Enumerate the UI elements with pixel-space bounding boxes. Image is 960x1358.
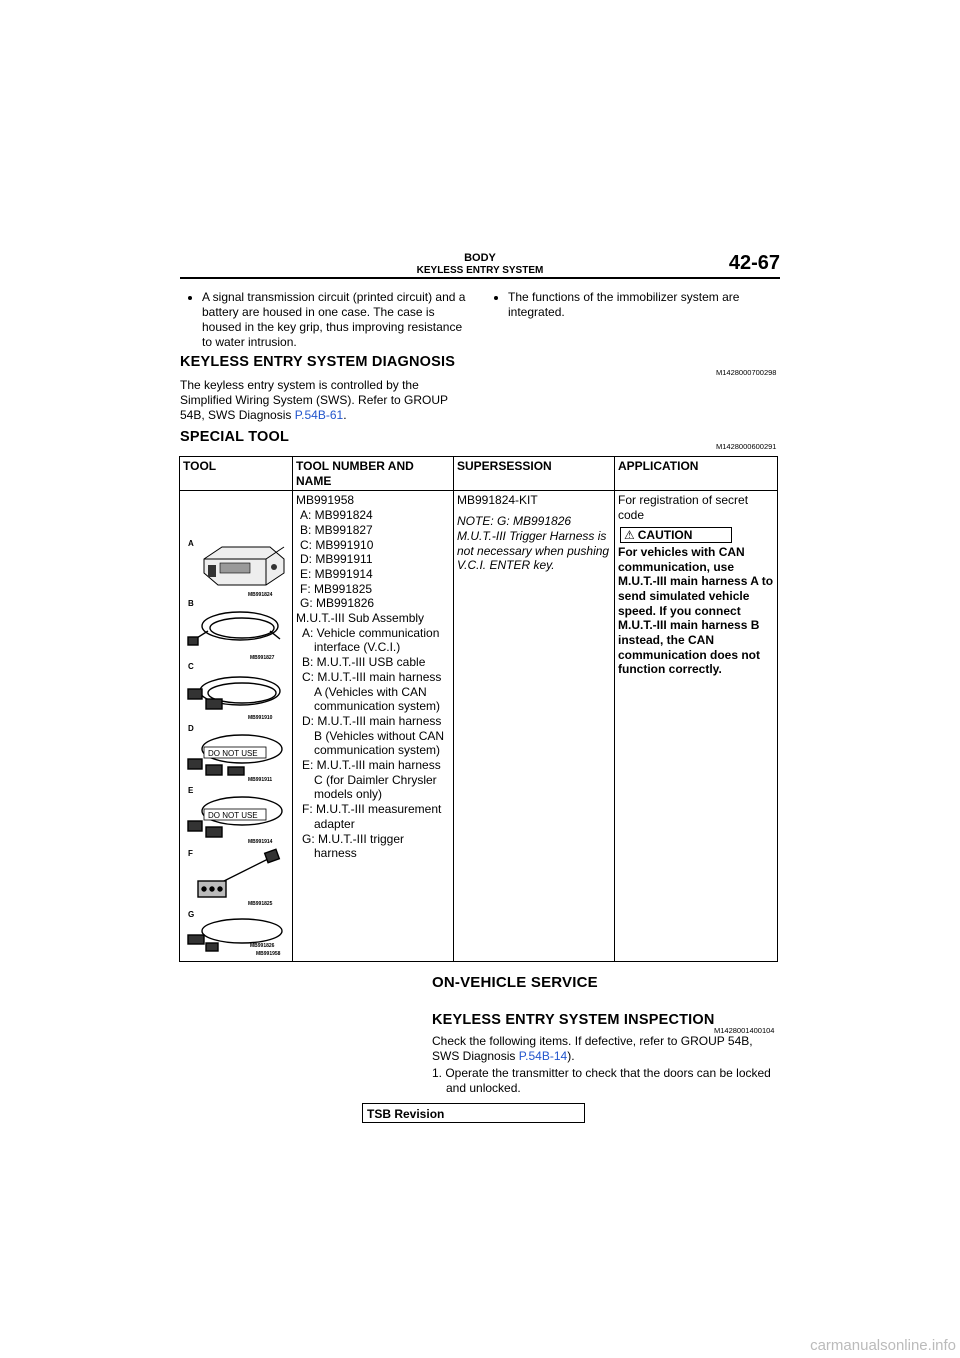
pic-code: MB991824 [248,592,273,599]
col-application: APPLICATION [615,457,778,491]
col-supersession: SUPERSESSION [454,457,615,491]
special-tool-code: M1428000600291 [716,442,777,451]
part-item: G: MB991826 [300,596,375,611]
tool-number-cell [293,491,454,962]
table-row [180,491,778,962]
part-item: E: MB991914 [300,566,373,581]
pic-letter: C [188,662,194,672]
supersession-cell [454,491,615,962]
part-item: D: MB991911 [300,552,373,567]
do-not-use-label: DO NOT USE [208,811,258,821]
pic-code: MB991911 [248,777,273,784]
tsb-revision-box: TSB Revision [362,1103,585,1123]
diagnosis-code: M1428000700298 [716,368,777,377]
assembly-item: A: Vehicle communication interface (V.C.I.) [302,625,440,655]
inspection-text: Check the following items. If defective, refer to GROUP 54B, SWS Diagnosis P.54B-14). [432,1034,753,1063]
part-item: F: MB991825 [300,581,373,596]
pic-letter: F [188,849,193,859]
pic-letter: B [188,599,194,609]
do-not-use-label: DO NOT USE [208,749,258,759]
diagnosis-text: The keyless entry system is controlled by the Simplified Wiring System (SWS). Refer to GROUP 54B, SWS Diagnosis P.54B-61. [180,378,448,422]
page-number: 42-67 [728,252,780,274]
assembly-title: M.U.T.-III Sub Assembly [296,611,425,626]
inspection-title: KEYLESS ENTRY SYSTEM INSPECTION [432,1012,715,1028]
col-tool: TOOL [180,457,293,491]
pic-letter: A [188,539,194,549]
pic-letter: E [188,786,194,796]
pic-letter: D [188,724,194,734]
pic-code: MB991826 [250,943,275,950]
assembly-item: D: M.U.T.-III main harness B (Vehicles without CAN communication system) [302,713,445,758]
supersession-value: MB991824-KIT [457,493,538,508]
diagnosis-link[interactable]: P.54B-61 [294,408,344,422]
col-tool-number: TOOL NUMBER AND NAME [293,457,454,491]
application-text: For registration of secret code [618,493,749,523]
header-rule [180,277,780,279]
harness-a-icon [188,677,280,709]
intro-bullet: • The functions of the immobilizer system are integrated. [508,290,782,320]
part-item: B: MB991827 [300,522,373,537]
inspection-step: 1. Operate the transmitter to check that the doors can be locked and unlocked. [432,1066,771,1095]
inspection-link[interactable]: P.54B-14 [518,1049,568,1063]
assembly-item: G: M.U.T.-III trigger harness [302,831,405,861]
caution-box [620,527,732,543]
part-item: A: MB991824 [300,508,373,523]
section-title: BODY [464,252,496,264]
on-vehicle-title: ON-VEHICLE SERVICE [432,974,598,991]
assembly-item: C: M.U.T.-III main harness A (Vehicles with CAN communication system) [302,669,442,714]
page-header [180,250,780,280]
pic-code: MB991910 [248,715,273,722]
tool-number: MB991958 [296,493,355,508]
subsection-title: KEYLESS ENTRY SYSTEM [416,265,544,276]
special-tool-table [179,456,778,962]
watermark: carmanualsonline.info [810,1337,956,1354]
special-tool-title: SPECIAL TOOL [180,429,290,445]
diagnosis-title: KEYLESS ENTRY SYSTEM DIAGNOSIS [180,354,456,370]
warning-icon: ⚠ [624,527,635,542]
vci-unit-icon [204,547,284,585]
intro-bullet: • A signal transmission circuit (printed circuit) and a battery are housed in one case. The case is housed in the key grip, thus improving resistance to water intrusion. [202,290,474,350]
inspection-code: M1428001400104 [714,1026,775,1035]
assembly-item: E: M.U.T.-III main harness C (for Daimler Chrysler models only) [302,758,441,802]
tool-kit-illustration [180,491,292,957]
assembly-item: F: M.U.T.-III measurement adapter [302,802,442,831]
pic-letter: G [188,910,195,920]
assembly-item: B: M.U.T.-III USB cable [302,655,426,670]
table-header-row [180,457,778,491]
pic-overall-code: MB991958 [256,951,281,958]
pic-code: MB991914 [248,839,273,846]
pic-code: MB991827 [250,655,275,662]
intro-left [184,290,474,350]
supersession-note: NOTE: G: MB991826 M.U.T.-III Trigger Harness is not necessary when pushing V.C.I. ENTER key. [457,514,610,573]
caution-label: CAUTION [637,527,693,542]
usb-cable-icon [188,612,280,645]
caution-text: For vehicles with CAN communication, use M.U.T.-III main harness A to send simulated vehicle speed. If you connect M.U.T.-III main harness B instead, the CAN communication does not function correctly. [618,544,774,677]
application-cell [615,491,778,962]
pic-code: MB991825 [248,901,273,908]
intro-right [490,290,782,320]
tool-picture-cell [180,491,293,962]
measurement-adapter-icon [198,850,279,898]
part-item: C: MB991910 [300,537,374,552]
